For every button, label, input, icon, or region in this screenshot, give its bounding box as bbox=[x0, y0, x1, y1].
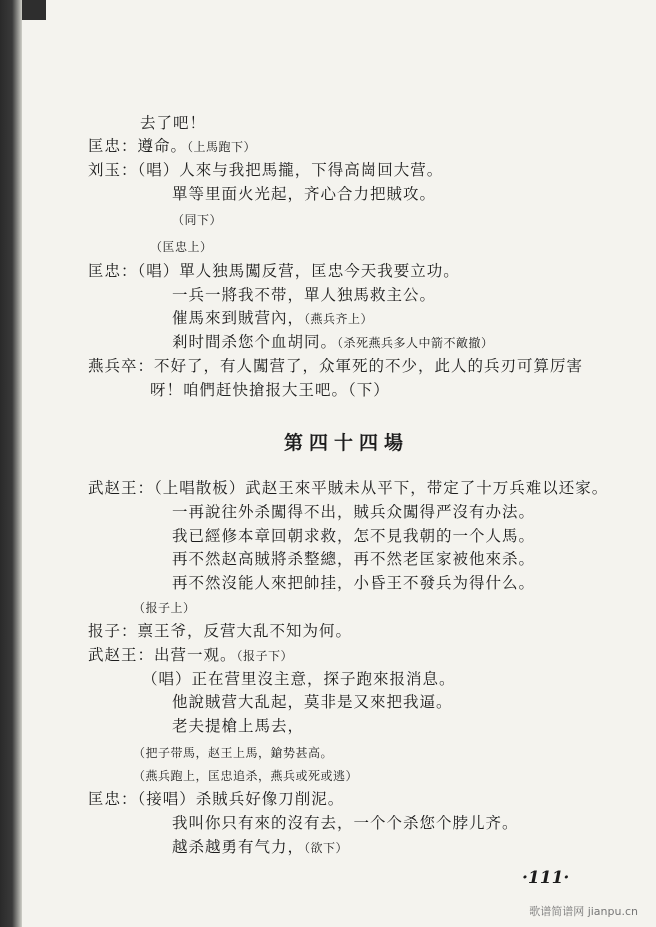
line-17 bbox=[172, 573, 535, 593]
line-text: 越杀越勇有气力， bbox=[172, 838, 305, 856]
book-binding-shadow bbox=[0, 0, 22, 927]
line-1 bbox=[140, 113, 206, 133]
stage-direction: （把子带馬，赵王上馬，鎗势甚高。 bbox=[133, 746, 334, 760]
line-13 bbox=[88, 478, 608, 498]
line-text: 出营一观。 bbox=[154, 646, 237, 664]
line-20 bbox=[88, 645, 293, 666]
speaker-label: 匡忠： bbox=[88, 262, 138, 280]
stage-direction: （报子上） bbox=[133, 601, 196, 615]
line-22 bbox=[172, 692, 453, 712]
line-text: （上唱散板）武赵王來平賊未从平下，带定了十万兵难以还家。 bbox=[154, 479, 609, 497]
stage-direction: （同下） bbox=[172, 213, 223, 227]
line-4 bbox=[172, 184, 436, 204]
line-text: 呀！咱們赶快搶报大王吧。（下） bbox=[150, 381, 390, 399]
line-text: 老夫提槍上馬去， bbox=[172, 717, 305, 735]
line-19 bbox=[88, 621, 352, 641]
line-text: 一再說往外杀闖得不出，賊兵众闖得严沒有办法。 bbox=[172, 503, 536, 521]
line-text: 禀王爷，反营大乱不知为何。 bbox=[137, 622, 353, 640]
line-6 bbox=[150, 237, 213, 257]
speaker-label: 报子： bbox=[88, 622, 138, 640]
page-number: ·111· bbox=[522, 868, 570, 888]
line-16 bbox=[172, 549, 535, 569]
page-corner-mark bbox=[22, 0, 46, 20]
stage-direction: （报子下） bbox=[236, 649, 294, 663]
line-25 bbox=[133, 766, 358, 786]
speaker-label: 刘玉： bbox=[88, 161, 138, 179]
line-18 bbox=[133, 598, 196, 618]
line-text: 一兵一將我不带，單人独馬救主公。 bbox=[172, 286, 437, 304]
line-24 bbox=[133, 743, 333, 763]
speaker-label: 武赵王： bbox=[88, 479, 155, 497]
line-text: 我已經修本章回朝求救，怎不見我朝的一个人馬。 bbox=[172, 527, 536, 545]
line-3 bbox=[88, 160, 443, 180]
speaker-label: 匡忠： bbox=[88, 137, 138, 155]
line-27 bbox=[172, 813, 519, 833]
line-text: 催馬來到賊营內， bbox=[172, 309, 305, 327]
line-8 bbox=[172, 285, 436, 305]
line-text: 剎时間杀您个血胡同。 bbox=[172, 333, 338, 351]
line-text: 不好了，有人闖营了，众軍死的不少，此人的兵刃可算厉害 bbox=[154, 357, 584, 375]
line-21 bbox=[142, 669, 456, 689]
stage-direction: （上馬跑下） bbox=[187, 140, 257, 154]
line-2 bbox=[88, 136, 256, 157]
stage-direction: （燕兵齐上） bbox=[304, 312, 374, 326]
line-text: （接唱）杀賊兵好像刀削泥。 bbox=[137, 790, 345, 808]
line-14 bbox=[172, 502, 535, 522]
line-23 bbox=[172, 716, 304, 736]
speaker-label: 武赵王： bbox=[88, 646, 155, 664]
line-11 bbox=[88, 356, 583, 376]
speaker-label: 匡忠： bbox=[88, 790, 138, 808]
speaker-label: 燕兵卒： bbox=[88, 357, 155, 375]
line-text: 再不然赵高賊將杀整總，再不然老匡家被他來杀。 bbox=[172, 550, 536, 568]
stage-direction: （杀死燕兵多人中箭不敵撤） bbox=[337, 336, 494, 350]
site-watermark: 歌谱简谱网 jianpu.cn bbox=[529, 905, 638, 918]
stage-direction: （燕兵跑上，匡忠追杀，燕兵或死或逃） bbox=[133, 769, 359, 783]
line-text: 去了吧！ bbox=[140, 114, 207, 132]
line-26 bbox=[88, 789, 344, 809]
line-text: 我叫你只有來的沒有去，一个个杀您个脖儿齐。 bbox=[172, 814, 519, 832]
line-9 bbox=[172, 308, 373, 329]
line-text: （唱）人來与我把馬攏，下得高崗回大营。 bbox=[137, 161, 444, 179]
line-text: 遵命。 bbox=[137, 137, 188, 155]
line-28 bbox=[172, 837, 348, 858]
line-5 bbox=[172, 210, 222, 230]
line-12 bbox=[150, 380, 390, 400]
line-text: （唱）單人独馬闖反营，匡忠今天我要立功。 bbox=[137, 262, 460, 280]
line-text: 再不然沒能人來把帥挂，小昏王不發兵为得什么。 bbox=[172, 574, 536, 592]
scene-title: 第四十四場 bbox=[284, 432, 410, 454]
line-10 bbox=[172, 332, 494, 353]
line-text: 單等里面火光起，齐心合力把賊攻。 bbox=[172, 185, 437, 203]
line-15 bbox=[172, 526, 535, 546]
line-7 bbox=[88, 261, 460, 281]
line-text: 他說賊营大乱起，莫非是又來把我逼。 bbox=[172, 693, 453, 711]
line-text: （唱）正在营里沒主意，探子跑來报消息。 bbox=[142, 670, 456, 688]
stage-direction: （匡忠上） bbox=[150, 240, 213, 254]
stage-direction: （欲下） bbox=[304, 841, 349, 855]
